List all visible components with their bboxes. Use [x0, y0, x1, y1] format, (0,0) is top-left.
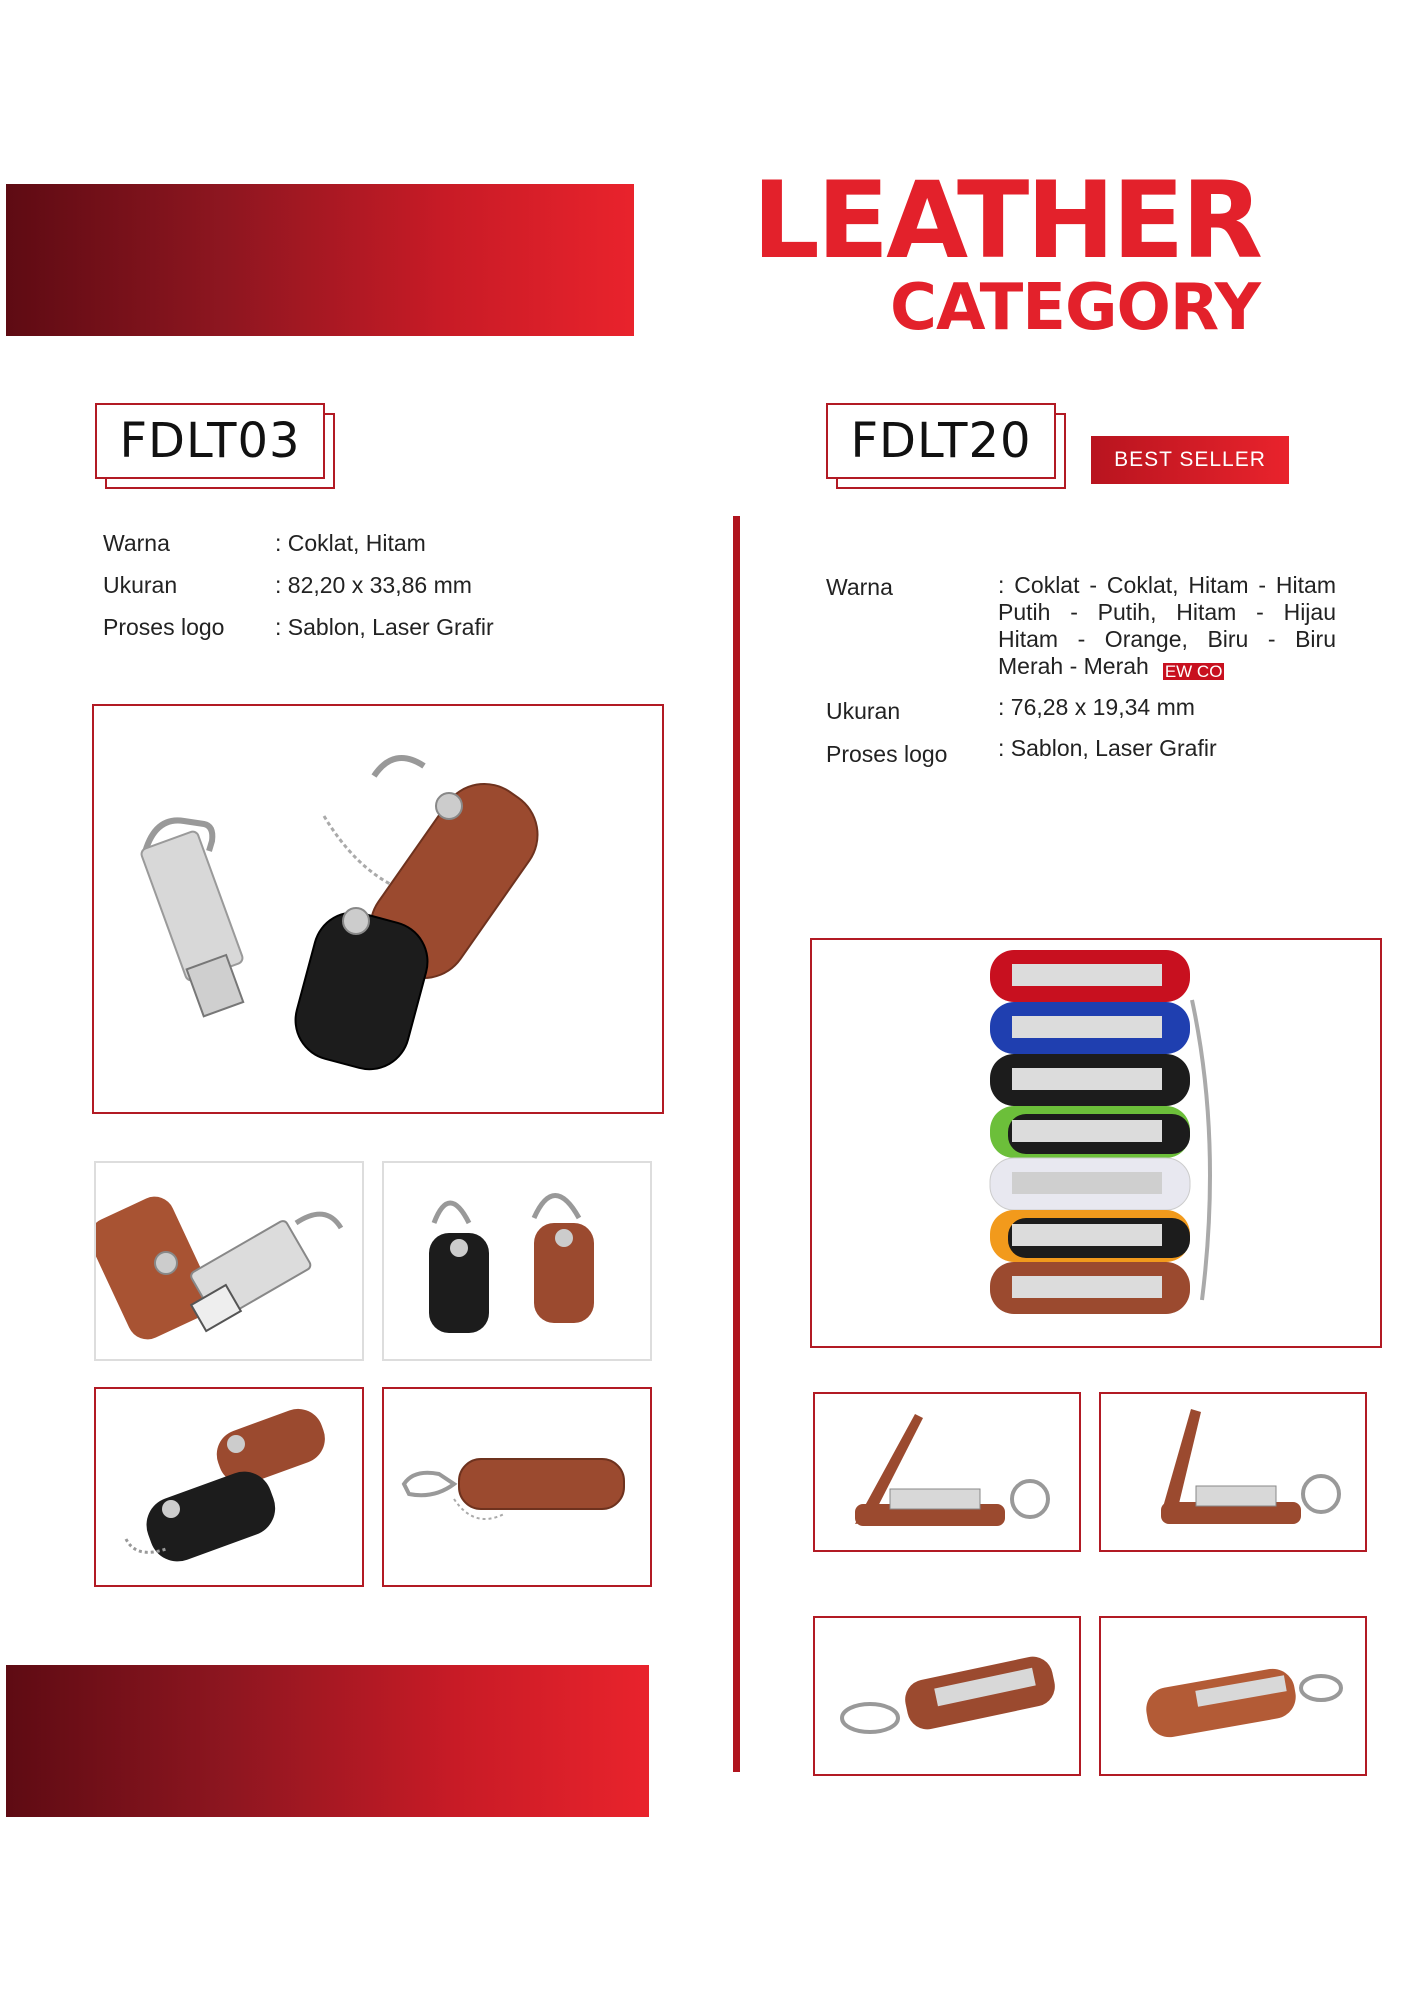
header-gradient-band: [6, 184, 634, 336]
warna-line-4: [998, 653, 1336, 680]
spec-label-proses-logo-fdlt20: Proses logo: [826, 741, 948, 767]
product-code-box-fdlt03: [95, 403, 335, 489]
product-thumbnail-fdlt03-1: [94, 1161, 364, 1361]
product-thumbnail-fdlt20-2: [1099, 1392, 1367, 1552]
best-seller-badge: BEST SELLER: [1091, 436, 1289, 484]
open-flip-usb-illustration-2: [1101, 1394, 1365, 1550]
product-code-fdlt20: FDLT20: [826, 403, 1056, 479]
column-divider: [733, 516, 740, 1772]
product-thumbnail-fdlt03-3: [94, 1387, 364, 1587]
two-leather-usb-illustration: [96, 1389, 362, 1585]
page-title-leather: LEATHER: [752, 159, 1260, 282]
usb-leather-keychain-illustration: [94, 706, 662, 1112]
product-thumbnail-fdlt03-2: [382, 1161, 652, 1361]
spec-label-warna-fdlt20: Warna: [826, 574, 893, 600]
spec-value-ukuran: : 82,20 x 33,86 mm: [275, 572, 472, 598]
usb-open-leather-illustration: [96, 1163, 362, 1359]
warna-line-3: Hitam - Orange, Biru - Biru: [998, 626, 1336, 652]
product-image-main-fdlt20: [810, 938, 1382, 1348]
product-thumbnail-fdlt20-3: [813, 1616, 1081, 1776]
spec-value-warna-fdlt20: [998, 572, 1336, 680]
stacked-color-usb-illustration: [812, 940, 1380, 1346]
closed-usb-side-illustration: [1101, 1618, 1365, 1774]
warna-line-1: : Coklat - Coklat, Hitam - Hitam: [998, 572, 1336, 598]
spec-value-proses-logo: : Sablon, Laser Grafir: [275, 614, 494, 640]
spec-label-warna: Warna: [103, 530, 170, 556]
spec-value-proses-logo-fdlt20: : Sablon, Laser Grafir: [998, 735, 1217, 761]
open-flip-usb-illustration: [815, 1394, 1079, 1550]
side-leather-usb-illustration: [384, 1389, 650, 1585]
product-code-box-fdlt20: [826, 403, 1066, 489]
product-thumbnail-fdlt20-1: [813, 1392, 1081, 1552]
warna-line-4-text: Merah - Merah: [998, 653, 1149, 679]
ewco-tag: EW CO: [1164, 663, 1223, 680]
footer-gradient-band: [6, 1665, 649, 1817]
product-thumbnail-fdlt03-4: [382, 1387, 652, 1587]
spec-label-ukuran: Ukuran: [103, 572, 178, 598]
product-thumbnail-fdlt20-4: [1099, 1616, 1367, 1776]
page-title-category: CATEGORY: [890, 271, 1260, 345]
spec-value-warna: : Coklat, Hitam: [275, 530, 426, 556]
closed-usb-keyring-illustration: [815, 1618, 1079, 1774]
two-leather-cases-illustration: [384, 1163, 650, 1359]
spec-value-ukuran-fdlt20: : 76,28 x 19,34 mm: [998, 694, 1195, 720]
spec-label-proses-logo: Proses logo: [103, 614, 225, 640]
warna-line-2: Putih - Putih, Hitam - Hijau: [998, 599, 1336, 625]
product-image-main-fdlt03: [92, 704, 664, 1114]
spec-label-ukuran-fdlt20: Ukuran: [826, 698, 901, 724]
product-code-fdlt03: FDLT03: [95, 403, 325, 479]
